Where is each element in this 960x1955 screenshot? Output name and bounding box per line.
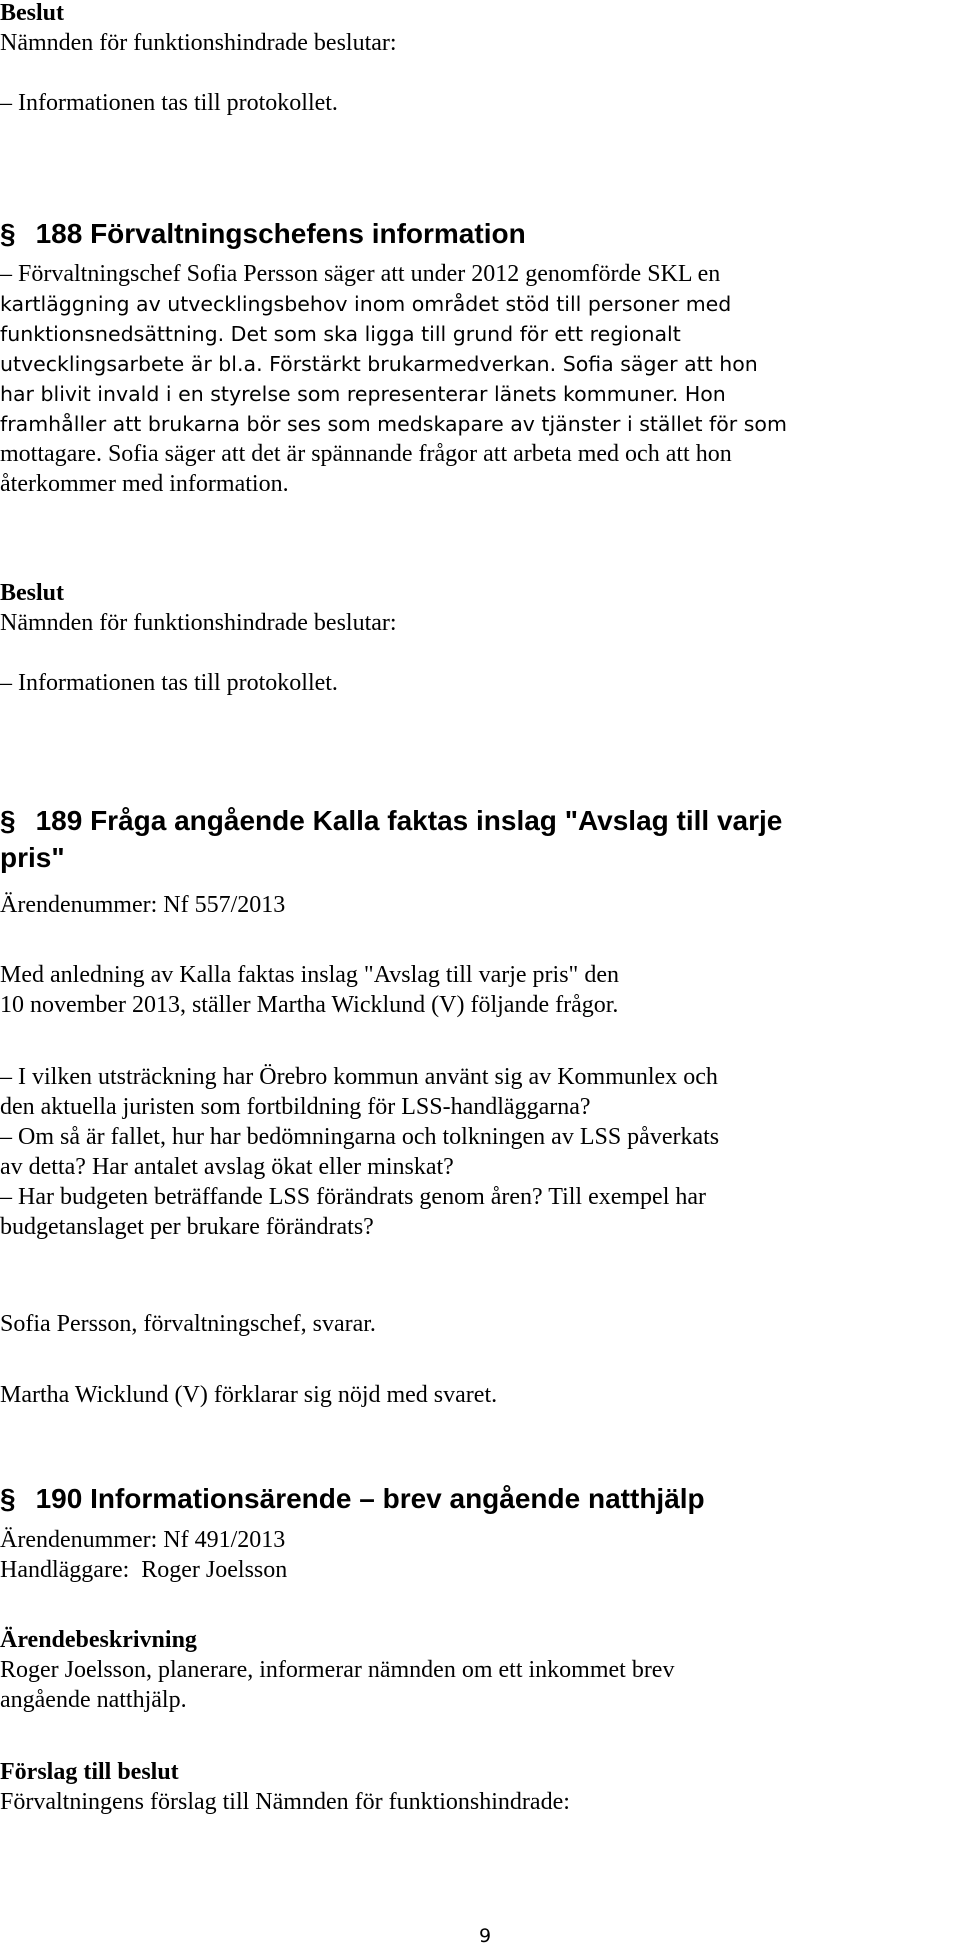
question-line: – I vilken utsträckning har Örebro kommun använt sig av Kommunlex och [0, 1064, 718, 1090]
paragraph-line: mottagare. Sofia säger att det är spännande frågor att arbeta med och att hon [0, 441, 732, 467]
paragraph-symbol-icon: § [0, 218, 16, 249]
description-line: Roger Joelsson, planerare, informerar nämnden om ett inkommet brev [0, 1657, 675, 1683]
proposal-text: Förvaltningens förslag till Nämnden för funktionshindrade: [0, 1789, 570, 1815]
paragraph-line: kartläggning av utvecklingsbehov inom området stöd till personer med [0, 292, 732, 316]
paragraph-line: utvecklingsarbete är bl.a. Förstärkt brukarmedverkan. Sofia säger att hon [0, 352, 758, 376]
paragraph-line: – Förvaltningschef Sofia Persson säger att under 2012 genomförde SKL en [0, 261, 721, 287]
section-190-proposal [0, 1757, 960, 1817]
handler: Handläggare: Roger Joelsson [0, 1557, 288, 1583]
beslut-heading: Beslut [0, 0, 65, 26]
section-189-heading [0, 802, 960, 839]
question-line: – Om så är fallet, hur har bedömningarna och tolkningen av LSS påverkats [0, 1124, 720, 1150]
intro-line: Med anledning av Kalla faktas inslag "Avslag till varje pris" den [0, 962, 619, 988]
section-190-title: 190 Informationsärende – brev angående natthjälp [35, 1483, 705, 1514]
section-188-decision [0, 578, 960, 698]
beslut-heading: Beslut [0, 580, 65, 606]
question-line: av detta? Har antalet avslag ökat eller minskat? [0, 1154, 454, 1180]
question-line: budgetanslaget per brukare förändrats? [0, 1214, 374, 1240]
section-189-title-line2: pris" [0, 842, 65, 873]
proposal-heading: Förslag till beslut [0, 1759, 179, 1785]
paragraph-line: återkommer med information. [0, 471, 289, 497]
paragraph-symbol-icon: § [0, 1483, 16, 1514]
description-line: angående natthjälp. [0, 1687, 187, 1713]
decision-item: – Informationen tas till protokollet. [0, 670, 338, 696]
paragraph-line: har blivit invald i en styrelse som representerar länets kommuner. Hon [0, 382, 726, 406]
section-189-case-number: Ärendenummer: Nf 557/2013 [0, 892, 286, 918]
paragraph-line: funktionsnedsättning. Det som ska ligga till grund för ett regionalt [0, 322, 681, 346]
section-190-description [0, 1625, 960, 1715]
question-line: den aktuella juristen som fortbildning för LSS-handläggarna? [0, 1094, 591, 1120]
paragraph-symbol-icon: § [0, 805, 16, 836]
section-188-title: 188 Förvaltningschefens information [35, 218, 526, 249]
decision-intro: Nämnden för funktionshindrade beslutar: [0, 610, 397, 636]
page-number: 9 [478, 1925, 492, 1947]
section-190-meta [0, 1525, 960, 1585]
section-189-answer: Sofia Persson, förvaltningschef, svarar. [0, 1311, 376, 1337]
section-188-heading [0, 215, 960, 252]
paragraph-line: framhåller att brukarna bör ses som medskapare av tjänster i stället för som [0, 412, 787, 436]
section-189-heading-cont [0, 839, 960, 876]
intro-line: 10 november 2013, ställer Martha Wicklund (V) följande frågor. [0, 992, 619, 1018]
section-189-intro [0, 960, 960, 1020]
section-189-response: Martha Wicklund (V) förklarar sig nöjd med svaret. [0, 1382, 498, 1408]
decision-intro: Nämnden för funktionshindrade beslutar: [0, 30, 397, 56]
top-decision-block [0, 0, 960, 118]
section-190-heading [0, 1480, 960, 1517]
section-189-questions [0, 1062, 960, 1242]
description-heading: Ärendebeskrivning [0, 1627, 197, 1653]
case-number: Ärendenummer: Nf 491/2013 [0, 1527, 286, 1553]
decision-item: – Informationen tas till protokollet. [0, 90, 338, 116]
section-188-paragraph [0, 259, 960, 499]
section-189-title-line1: 189 Fråga angående Kalla faktas inslag "Avslag till varje [35, 805, 783, 836]
question-line: – Har budgeten beträffande LSS förändrats genom åren? Till exempel har [0, 1184, 707, 1210]
